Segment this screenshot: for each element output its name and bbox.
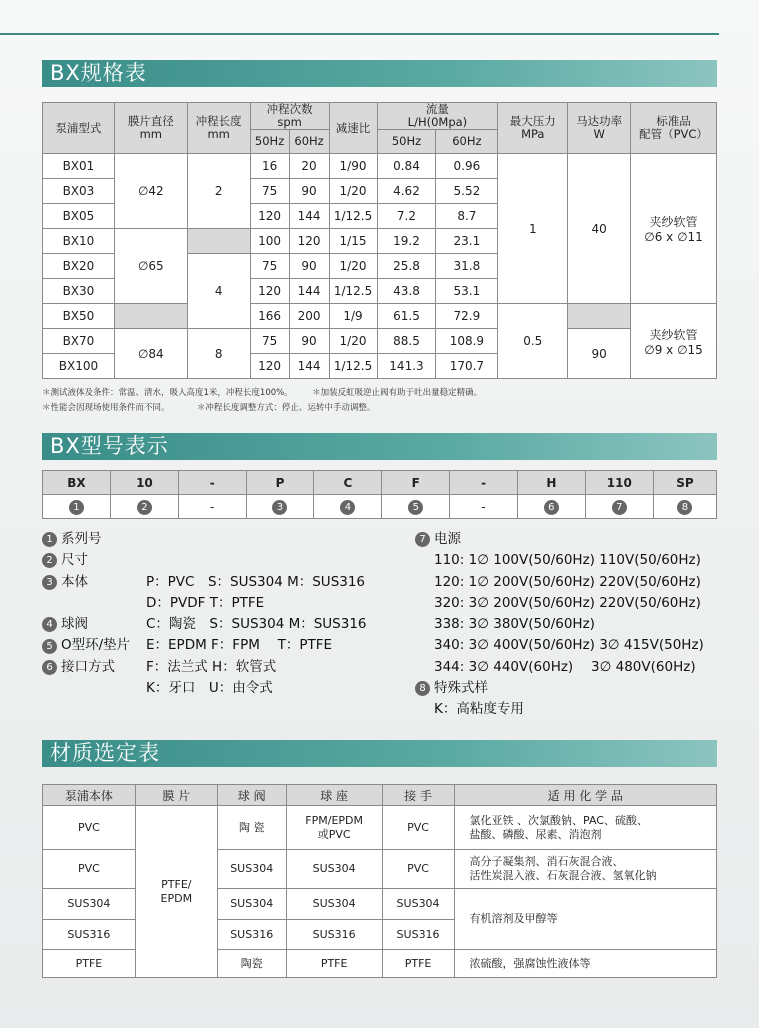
note: ＊性能会因现场使用条件而不同。: [42, 403, 170, 413]
cell-flow50: 61.5: [377, 304, 436, 329]
cell-ratio: 1/90: [329, 154, 377, 179]
cell-flow60: 0.96: [436, 154, 498, 179]
cell-flow60: 31.8: [436, 254, 498, 279]
cell-flow60: 170.7: [436, 354, 498, 379]
th-spm: 冲程次数 spm: [250, 103, 329, 130]
th-diaphragm: 膜 片: [135, 785, 217, 806]
legend-row: [415, 699, 704, 720]
cell-model: BX01: [43, 154, 115, 179]
legend-row: [42, 593, 367, 614]
cell-model: BX20: [43, 254, 115, 279]
cell-body: PVC: [43, 806, 136, 850]
legend-row: [415, 635, 704, 656]
legend-label: O型环/垫片: [61, 637, 131, 654]
number-badge: 3: [42, 575, 57, 590]
model-legend-left: [42, 529, 367, 699]
legend-row: [415, 529, 704, 550]
model-code-cell: F: [382, 471, 450, 495]
cell-seat: FPM/EPDM 或PVC: [286, 806, 382, 850]
model-code-cell: 10: [110, 471, 178, 495]
cell-flow50: 43.8: [377, 279, 436, 304]
cell-spm50: 166: [250, 304, 289, 329]
cell-spm60: 90: [289, 179, 329, 204]
cell-spm60: 90: [289, 329, 329, 354]
model-marker-cell: -: [450, 495, 518, 519]
legend-label: 接口方式: [61, 658, 115, 675]
th-pressure: 最大压力 MPa: [498, 103, 568, 154]
legend-text: 338: 3∅ 380V(50/60Hz): [434, 616, 595, 633]
model-code-cell: SP: [653, 471, 716, 495]
th-seat: 球 座: [286, 785, 382, 806]
legend-text: 特殊式样: [434, 680, 488, 697]
cell-spm60: 200: [289, 304, 329, 329]
cell-ratio: 1/20: [329, 179, 377, 204]
cell-chemicals: 浓硫酸，强腐蚀性液体等: [454, 950, 716, 978]
legend-text: E：EPDM F：FPM T：PTFE: [146, 637, 333, 654]
model-marker-cell: [314, 495, 382, 519]
number-badge: 8: [677, 500, 692, 515]
legend-text: 电源: [434, 531, 461, 547]
legend-text: P：PVC S：SUS304 M：SUS316: [146, 573, 366, 590]
th-flow-50: 50Hz: [377, 130, 436, 154]
cell-model: BX03: [43, 179, 115, 204]
th-flow: 流量 L/H(0Mpa): [377, 103, 498, 130]
legend-row: [42, 614, 367, 635]
cell-spm60: 144: [289, 354, 329, 379]
material-section-title: 材质选定表: [42, 740, 717, 767]
model-code-cell: H: [517, 471, 585, 495]
number-badge: 1: [69, 500, 84, 515]
th-joint: 接 手: [382, 785, 454, 806]
cell-stroke-empty: [187, 229, 250, 254]
number-badge: 2: [42, 553, 57, 568]
cell-spm60: 144: [289, 204, 329, 229]
cell-valve: 陶 瓷: [217, 806, 286, 850]
cell-pressure: 1: [498, 154, 568, 304]
cell-stroke: 2: [187, 154, 250, 229]
legend-row: [42, 529, 367, 550]
cell-joint: PVC: [382, 850, 454, 889]
cell-flow50: 4.62: [377, 179, 436, 204]
th-valve: 球 阀: [217, 785, 286, 806]
legend-row: [415, 614, 704, 635]
cell-diaphragm-empty: [114, 304, 187, 329]
cell-diaphragm: ∅84: [114, 329, 187, 379]
cell-body: PTFE: [43, 950, 136, 978]
cell-ratio: 1/9: [329, 304, 377, 329]
legend-label: 系列号: [61, 531, 102, 547]
cell-flow50: 25.8: [377, 254, 436, 279]
cell-chemicals: 高分子凝集剂、消石灰混合液、 活性炭混入液、石灰混合液、氢氧化钠: [454, 850, 716, 889]
legend-text: 344: 3∅ 440V(60Hz) 3∅ 480V(60Hz): [434, 658, 696, 675]
model-section-title: BX型号表示: [42, 433, 717, 460]
cell-diaphragm: ∅65: [114, 229, 187, 304]
model-code-table: [42, 470, 717, 519]
legend-text: K：牙口 U：由令式: [146, 680, 273, 697]
legend-text: F：法兰式 H：软管式: [146, 658, 277, 675]
legend-row: [415, 593, 704, 614]
note: ＊测试液体及条件：常温、清水，吸入高度1米，冲程长度100%。: [42, 388, 293, 398]
legend-row: [42, 550, 367, 571]
cell-flow60: 53.1: [436, 279, 498, 304]
th-flow-60: 60Hz: [436, 130, 498, 154]
cell-spm50: 75: [250, 179, 289, 204]
legend-text: K：高粘度专用: [434, 701, 524, 718]
legend-text: C：陶瓷 S：SUS304 M：SUS316: [146, 616, 367, 633]
cell-diaphragm: PTFE/ EPDM: [135, 806, 217, 978]
th-ratio: 减速比: [329, 103, 377, 154]
cell-pipe: 夹纱软管 ∅6 x ∅11: [631, 154, 717, 304]
legend-label: 球阀: [61, 616, 88, 633]
model-marker-cell: [653, 495, 716, 519]
cell-model: BX50: [43, 304, 115, 329]
cell-joint: SUS316: [382, 920, 454, 950]
model-code-cell: BX: [43, 471, 111, 495]
cell-ratio: 1/12.5: [329, 204, 377, 229]
cell-spm50: 75: [250, 254, 289, 279]
note: ＊加装反虹吸逆止阀有助于吐出量稳定精确。: [312, 388, 483, 398]
material-table: [42, 784, 717, 978]
cell-flow50: 19.2: [377, 229, 436, 254]
cell-pressure: 0.5: [498, 304, 568, 379]
cell-flow60: 72.9: [436, 304, 498, 329]
legend-text: 120: 1∅ 200V(50/60Hz) 220V(50/60Hz): [434, 573, 701, 590]
cell-spm50: 16: [250, 154, 289, 179]
cell-chemicals: 氯化亚铁 、次氯酸钠、PAC、硫酸、 盐酸、磷酸、尿素、消泡剂: [454, 806, 716, 850]
cell-body: SUS304: [43, 889, 136, 920]
cell-joint: PVC: [382, 806, 454, 850]
cell-ratio: 1/12.5: [329, 279, 377, 304]
cell-flow60: 108.9: [436, 329, 498, 354]
cell-chemicals: 有机溶剂及甲醇等: [454, 889, 716, 950]
note: ＊冲程长度调整方式：停止、运转中手动调整。: [196, 403, 376, 413]
model-code-cell: -: [450, 471, 518, 495]
cell-spm60: 90: [289, 254, 329, 279]
number-badge: 5: [42, 639, 57, 654]
cell-spm60: 20: [289, 154, 329, 179]
cell-seat: SUS316: [286, 920, 382, 950]
cell-spm50: 120: [250, 204, 289, 229]
number-badge: 3: [272, 500, 287, 515]
number-badge: 4: [42, 617, 57, 632]
legend-row: [415, 550, 704, 571]
number-badge: 8: [415, 681, 430, 696]
cell-pipe: 夹纱软管 ∅9 x ∅15: [631, 304, 717, 379]
model-marker-cell: [43, 495, 111, 519]
cell-body: PVC: [43, 850, 136, 889]
cell-power: 40: [568, 154, 631, 304]
number-badge: 6: [42, 660, 57, 675]
model-marker-cell: -: [178, 495, 246, 519]
legend-text: D：PVDF T：PTFE: [146, 594, 265, 611]
cell-seat: PTFE: [286, 950, 382, 978]
cell-model: BX10: [43, 229, 115, 254]
cell-flow60: 23.1: [436, 229, 498, 254]
cell-flow50: 141.3: [377, 354, 436, 379]
spec-table: [42, 102, 717, 379]
cell-power-empty: [568, 304, 631, 329]
cell-model: BX70: [43, 329, 115, 354]
cell-diaphragm: ∅42: [114, 154, 187, 229]
number-badge: 7: [612, 500, 627, 515]
cell-valve: SUS304: [217, 850, 286, 889]
model-code-cell: P: [246, 471, 314, 495]
legend-row: [42, 678, 367, 699]
cell-body: SUS316: [43, 920, 136, 950]
legend-row: [415, 678, 704, 699]
cell-seat: SUS304: [286, 889, 382, 920]
spec-notes: [42, 386, 482, 416]
model-marker-cell: [382, 495, 450, 519]
legend-text: 320: 3∅ 200V(50/60Hz) 220V(50/60Hz): [434, 594, 701, 611]
cell-valve: SUS304: [217, 889, 286, 920]
top-rule: [0, 33, 719, 35]
model-marker-cell: [517, 495, 585, 519]
th-model: 泵浦型式: [43, 103, 115, 154]
model-code-cell: C: [314, 471, 382, 495]
th-chemicals: 适 用 化 学 品: [454, 785, 716, 806]
th-pipe: 标准品 配管（PVC）: [631, 103, 717, 154]
th-spm-60: 60Hz: [289, 130, 329, 154]
cell-model: BX30: [43, 279, 115, 304]
cell-flow60: 8.7: [436, 204, 498, 229]
cell-flow50: 0.84: [377, 154, 436, 179]
legend-row: [42, 657, 367, 678]
number-badge: 1: [42, 532, 57, 547]
cell-spm60: 144: [289, 279, 329, 304]
legend-label: 尺寸: [61, 552, 88, 569]
legend-row: [415, 657, 704, 678]
legend-row: [42, 635, 367, 656]
th-power: 马达功率 W: [568, 103, 631, 154]
model-code-cell: 110: [585, 471, 653, 495]
legend-text: 110: 1∅ 100V(50/60Hz) 110V(50/60Hz): [434, 552, 701, 569]
th-body: 泵浦本体: [43, 785, 136, 806]
cell-ratio: 1/12.5: [329, 354, 377, 379]
cell-spm50: 100: [250, 229, 289, 254]
model-legend-right: [415, 529, 704, 721]
cell-spm50: 120: [250, 279, 289, 304]
cell-joint: PTFE: [382, 950, 454, 978]
cell-seat: SUS304: [286, 850, 382, 889]
cell-valve: SUS316: [217, 920, 286, 950]
cell-flow50: 88.5: [377, 329, 436, 354]
number-badge: 2: [137, 500, 152, 515]
cell-stroke: 8: [187, 329, 250, 379]
cell-power: 90: [568, 329, 631, 379]
number-badge: 5: [408, 500, 423, 515]
number-badge: 4: [340, 500, 355, 515]
cell-joint: SUS304: [382, 889, 454, 920]
model-marker-cell: [246, 495, 314, 519]
cell-ratio: 1/20: [329, 254, 377, 279]
th-stroke: 冲程长度 mm: [187, 103, 250, 154]
cell-ratio: 1/20: [329, 329, 377, 354]
model-code-cell: -: [178, 471, 246, 495]
cell-valve: 陶瓷: [217, 950, 286, 978]
number-badge: 6: [544, 500, 559, 515]
cell-ratio: 1/15: [329, 229, 377, 254]
cell-model: BX05: [43, 204, 115, 229]
legend-label: 本体: [61, 573, 88, 590]
model-marker-cell: [585, 495, 653, 519]
number-badge: 7: [415, 532, 430, 547]
cell-flow60: 5.52: [436, 179, 498, 204]
th-spm-50: 50Hz: [250, 130, 289, 154]
legend-text: 340: 3∅ 400V(50/60Hz) 3∅ 415V(50Hz): [434, 637, 704, 654]
cell-stroke: 4: [187, 254, 250, 329]
cell-flow50: 7.2: [377, 204, 436, 229]
cell-spm50: 120: [250, 354, 289, 379]
legend-row: [42, 572, 367, 593]
cell-spm60: 120: [289, 229, 329, 254]
cell-model: BX100: [43, 354, 115, 379]
model-marker-cell: [110, 495, 178, 519]
spec-section-title: BX规格表: [42, 60, 717, 87]
legend-row: [415, 572, 704, 593]
cell-spm50: 75: [250, 329, 289, 354]
th-diaphragm: 膜片直径 mm: [114, 103, 187, 154]
